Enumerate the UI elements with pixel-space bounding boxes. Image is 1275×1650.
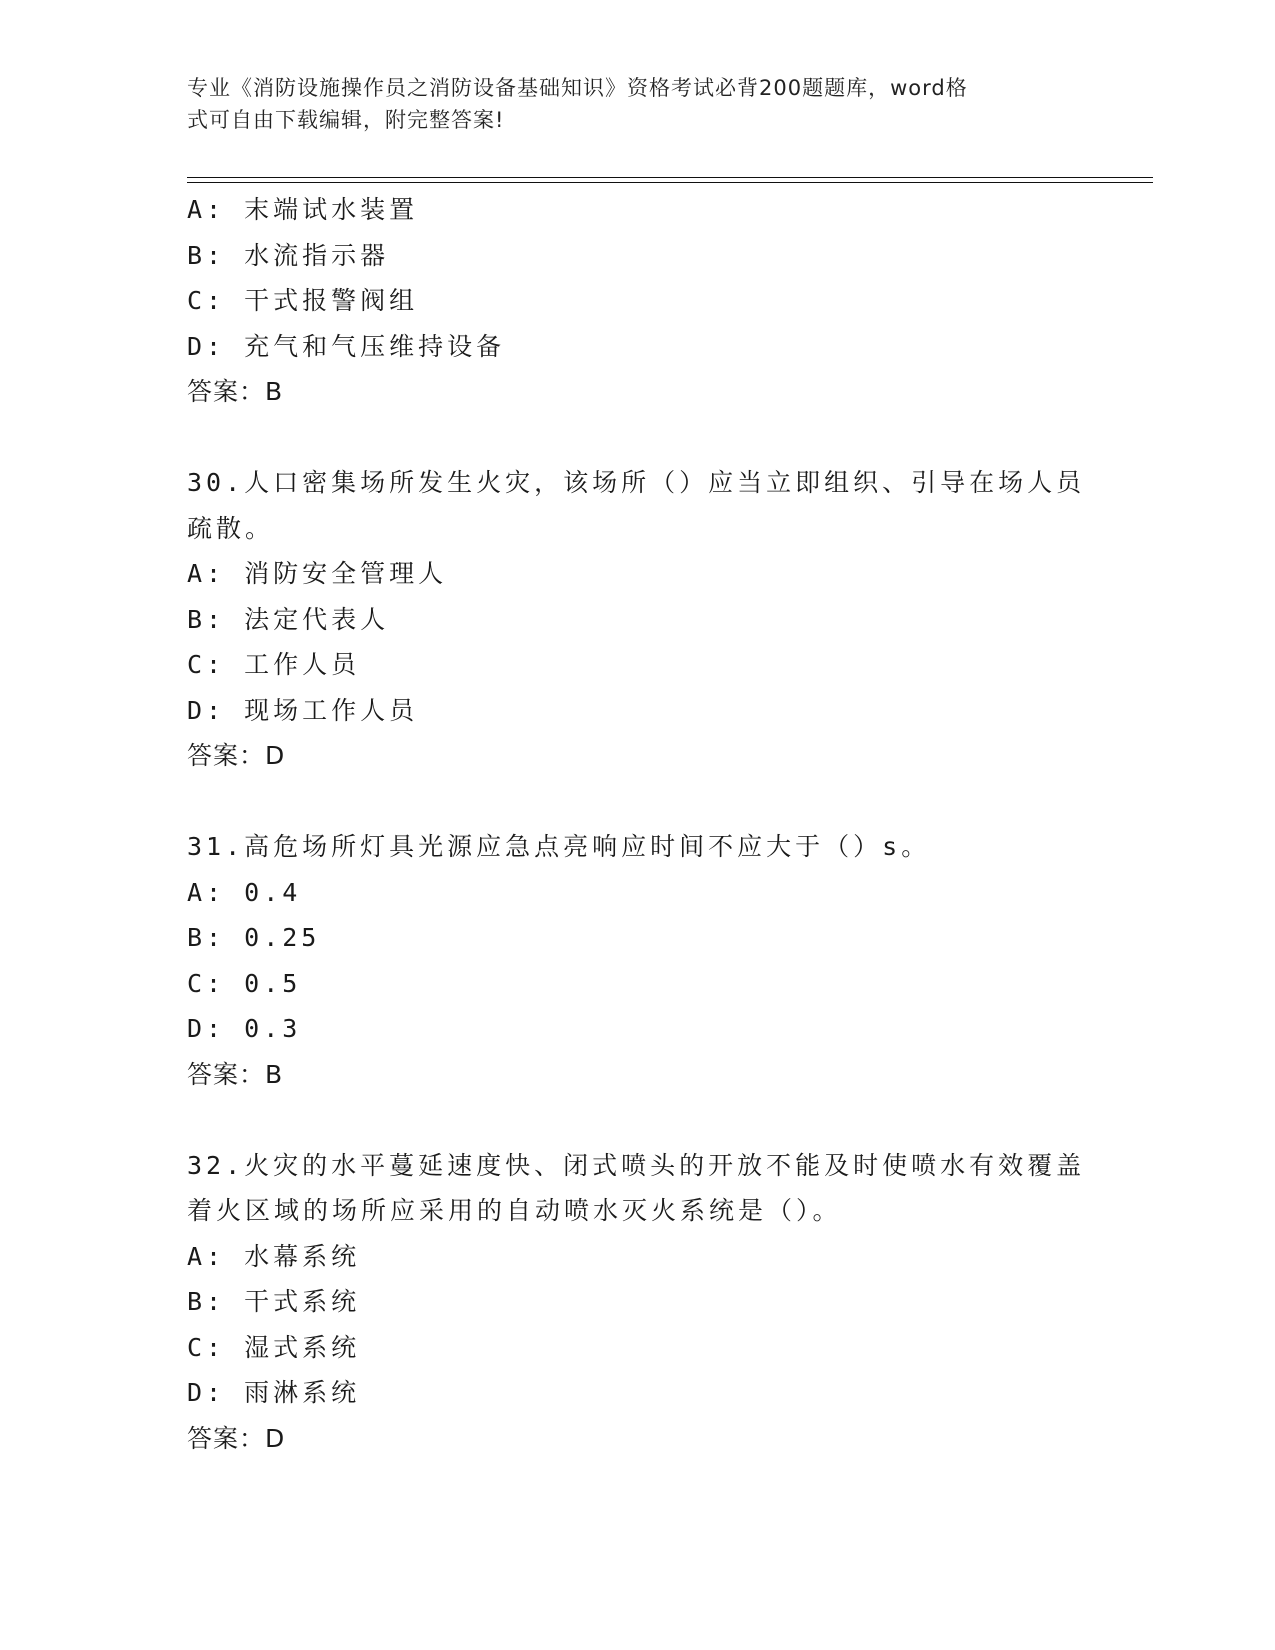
question-stem-line-1: 32.火灾的水平蔓延速度快、闭式喷头的开放不能及时使喷水有效覆盖 bbox=[187, 1150, 1086, 1180]
option-d: D: 充气和气压维持设备 bbox=[187, 331, 506, 361]
question-stem-line-2: 疏散。 bbox=[187, 513, 275, 543]
question-spacer bbox=[187, 779, 1087, 825]
question-30 bbox=[187, 460, 1087, 779]
question-stem-line-1: 31.高危场所灯具光源应急点亮响应时间不应大于（）s。 bbox=[187, 832, 931, 861]
header-divider-top bbox=[187, 177, 1153, 178]
answer: 答案：B bbox=[187, 1059, 284, 1089]
option-a: A: 0.4 bbox=[187, 877, 302, 907]
option-c: C: 干式报警阀组 bbox=[187, 286, 419, 315]
option-c: C: 0.5 bbox=[187, 968, 302, 998]
option-a: A: 水幕系统 bbox=[187, 1241, 361, 1271]
option-d: D: 现场工作人员 bbox=[187, 695, 419, 725]
question-stem-line-2: 着火区域的场所应采用的自动喷水灭火系统是（）。 bbox=[187, 1196, 842, 1225]
option-b: B: 水流指示器 bbox=[187, 240, 390, 270]
option-b: B: 干式系统 bbox=[187, 1287, 361, 1316]
question-list bbox=[187, 187, 1087, 1461]
header-divider-bottom bbox=[187, 182, 1153, 183]
question-31 bbox=[187, 824, 1087, 1097]
option-a: A: 末端试水装置 bbox=[187, 195, 419, 224]
option-c: C: 工作人员 bbox=[187, 650, 361, 679]
question-stem-line-1: 30.人口密集场所发生火灾，该场所（）应当立即组织、引导在场人员 bbox=[187, 468, 1086, 497]
header-line-2: 式可自由下载编辑，附完整答案! bbox=[187, 108, 505, 132]
option-d: D: 雨淋系统 bbox=[187, 1378, 361, 1407]
answer: 答案：D bbox=[187, 1423, 286, 1453]
option-c: C: 湿式系统 bbox=[187, 1332, 361, 1362]
question-spacer bbox=[187, 415, 1087, 461]
answer: 答案：B bbox=[187, 377, 284, 406]
option-b: B: 法定代表人 bbox=[187, 604, 390, 634]
question-32 bbox=[187, 1143, 1087, 1462]
document-header bbox=[187, 72, 1087, 136]
question-spacer bbox=[187, 1097, 1087, 1143]
answer: 答案：D bbox=[187, 741, 286, 770]
option-a: A: 消防安全管理人 bbox=[187, 559, 448, 588]
option-d: D: 0.3 bbox=[187, 1014, 302, 1043]
header-line-1: 专业《消防设施操作员之消防设备基础知识》资格考试必背200题题库，word格 bbox=[187, 76, 968, 100]
option-b: B: 0.25 bbox=[187, 923, 321, 952]
question-29 bbox=[187, 187, 1087, 415]
